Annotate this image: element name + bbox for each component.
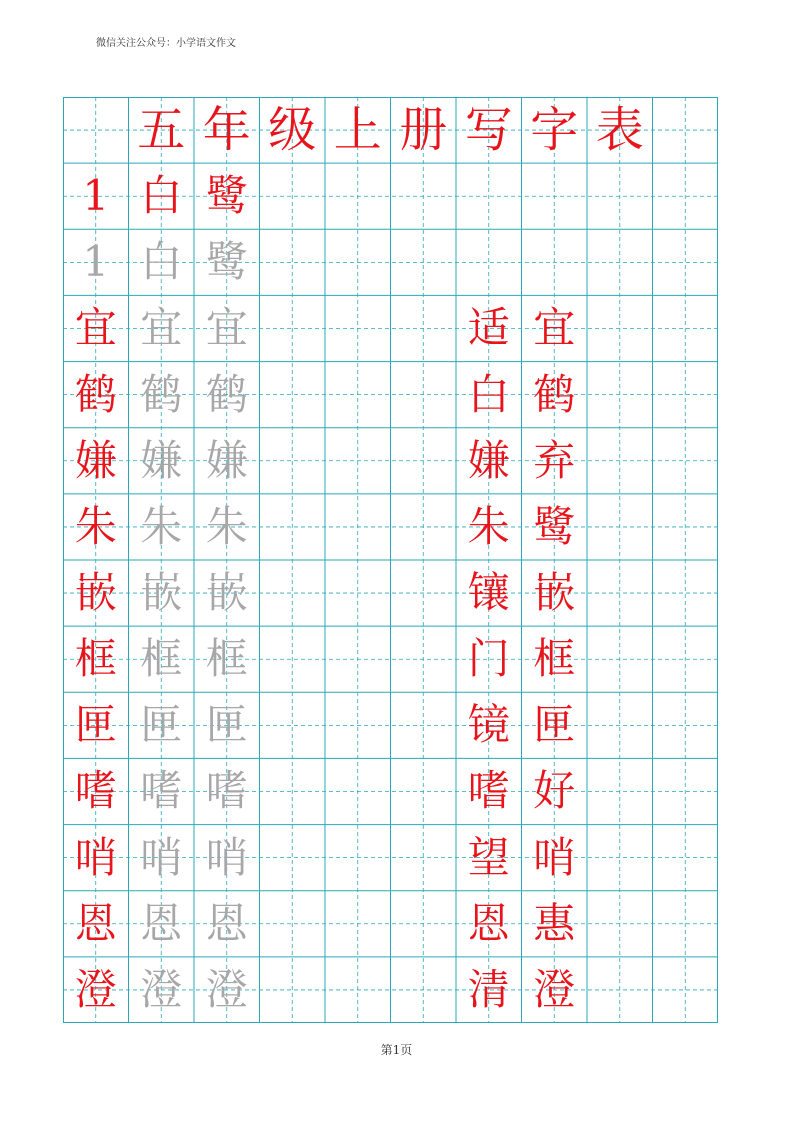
- title-character: 级: [268, 102, 317, 159]
- title-character: 写: [464, 102, 513, 159]
- trace-character: 鹤: [205, 369, 248, 419]
- word-character: 弃: [533, 435, 576, 485]
- title-character: 表: [595, 102, 644, 159]
- model-character: 哨: [74, 832, 117, 882]
- model-character: 宜: [74, 303, 117, 353]
- trace-character: 哨: [140, 832, 183, 882]
- title-character: 字: [530, 102, 579, 159]
- header-note: 微信关注公众号：小学语文作文: [96, 38, 236, 49]
- model-character: 恩: [74, 898, 117, 948]
- trace-character: 澄: [140, 964, 183, 1014]
- page-number: 第1页: [380, 1043, 413, 1057]
- lesson-row-trace-character: 白: [140, 237, 183, 287]
- model-character: 澄: [74, 964, 117, 1014]
- trace-character: 嵌: [205, 568, 248, 618]
- trace-character: 恩: [205, 898, 248, 948]
- trace-character: 恩: [140, 898, 183, 948]
- lesson-row-trace-character: 鹭: [205, 237, 248, 287]
- trace-character: 哨: [205, 832, 248, 882]
- word-character: 鹭: [533, 501, 576, 551]
- model-character: 朱: [74, 501, 117, 551]
- word-character: 匣: [533, 700, 576, 750]
- model-character: 嗜: [74, 766, 117, 816]
- word-character: 清: [467, 964, 510, 1014]
- trace-character: 宜: [205, 303, 248, 353]
- trace-character: 匣: [140, 700, 183, 750]
- word-character: 宜: [533, 303, 576, 353]
- title-character: 年: [202, 102, 251, 159]
- trace-character: 框: [140, 634, 183, 684]
- word-character: 恩: [467, 898, 510, 948]
- lesson-row-red-character: 鹭: [205, 171, 248, 221]
- word-character: 鹤: [533, 369, 576, 419]
- word-character: 白: [467, 369, 510, 419]
- lesson-row-red-character: 白: [140, 171, 183, 221]
- trace-character: 嗜: [140, 766, 183, 816]
- word-character: 澄: [533, 964, 576, 1014]
- word-character: 惠: [533, 898, 576, 948]
- model-character: 框: [74, 634, 117, 684]
- trace-character: 框: [205, 634, 248, 684]
- word-character: 嵌: [533, 568, 576, 618]
- word-character: 镜: [467, 700, 510, 750]
- title-character: 册: [399, 102, 448, 159]
- trace-character: 澄: [205, 964, 248, 1014]
- grid-cells: [63, 97, 718, 1023]
- trace-character: 朱: [205, 501, 248, 551]
- word-character: 哨: [533, 832, 576, 882]
- model-character: 匣: [74, 700, 117, 750]
- title-character: 上: [333, 102, 382, 159]
- word-character: 嗜: [467, 766, 510, 816]
- trace-character: 匣: [205, 700, 248, 750]
- word-character: 门: [467, 634, 510, 684]
- word-character: 好: [533, 766, 576, 816]
- lesson-row-red-character: 1: [82, 171, 110, 221]
- word-character: 适: [467, 303, 510, 353]
- word-character: 朱: [467, 501, 510, 551]
- trace-character: 鹤: [140, 369, 183, 419]
- trace-character: 朱: [140, 501, 183, 551]
- word-character: 嫌: [467, 435, 510, 485]
- practice-grid-sheet: [63, 97, 718, 1023]
- trace-character: 宜: [140, 303, 183, 353]
- trace-character: 嗜: [205, 766, 248, 816]
- word-character: 望: [467, 832, 510, 882]
- model-character: 鹤: [74, 369, 117, 419]
- trace-character: 嫌: [140, 435, 183, 485]
- title-character: 五: [137, 102, 186, 159]
- word-character: 镶: [467, 568, 510, 618]
- trace-character: 嫌: [205, 435, 248, 485]
- model-character: 嵌: [74, 568, 117, 618]
- model-character: 嫌: [74, 435, 117, 485]
- trace-character: 嵌: [140, 568, 183, 618]
- lesson-row-trace-character: 1: [82, 237, 110, 287]
- word-character: 框: [533, 634, 576, 684]
